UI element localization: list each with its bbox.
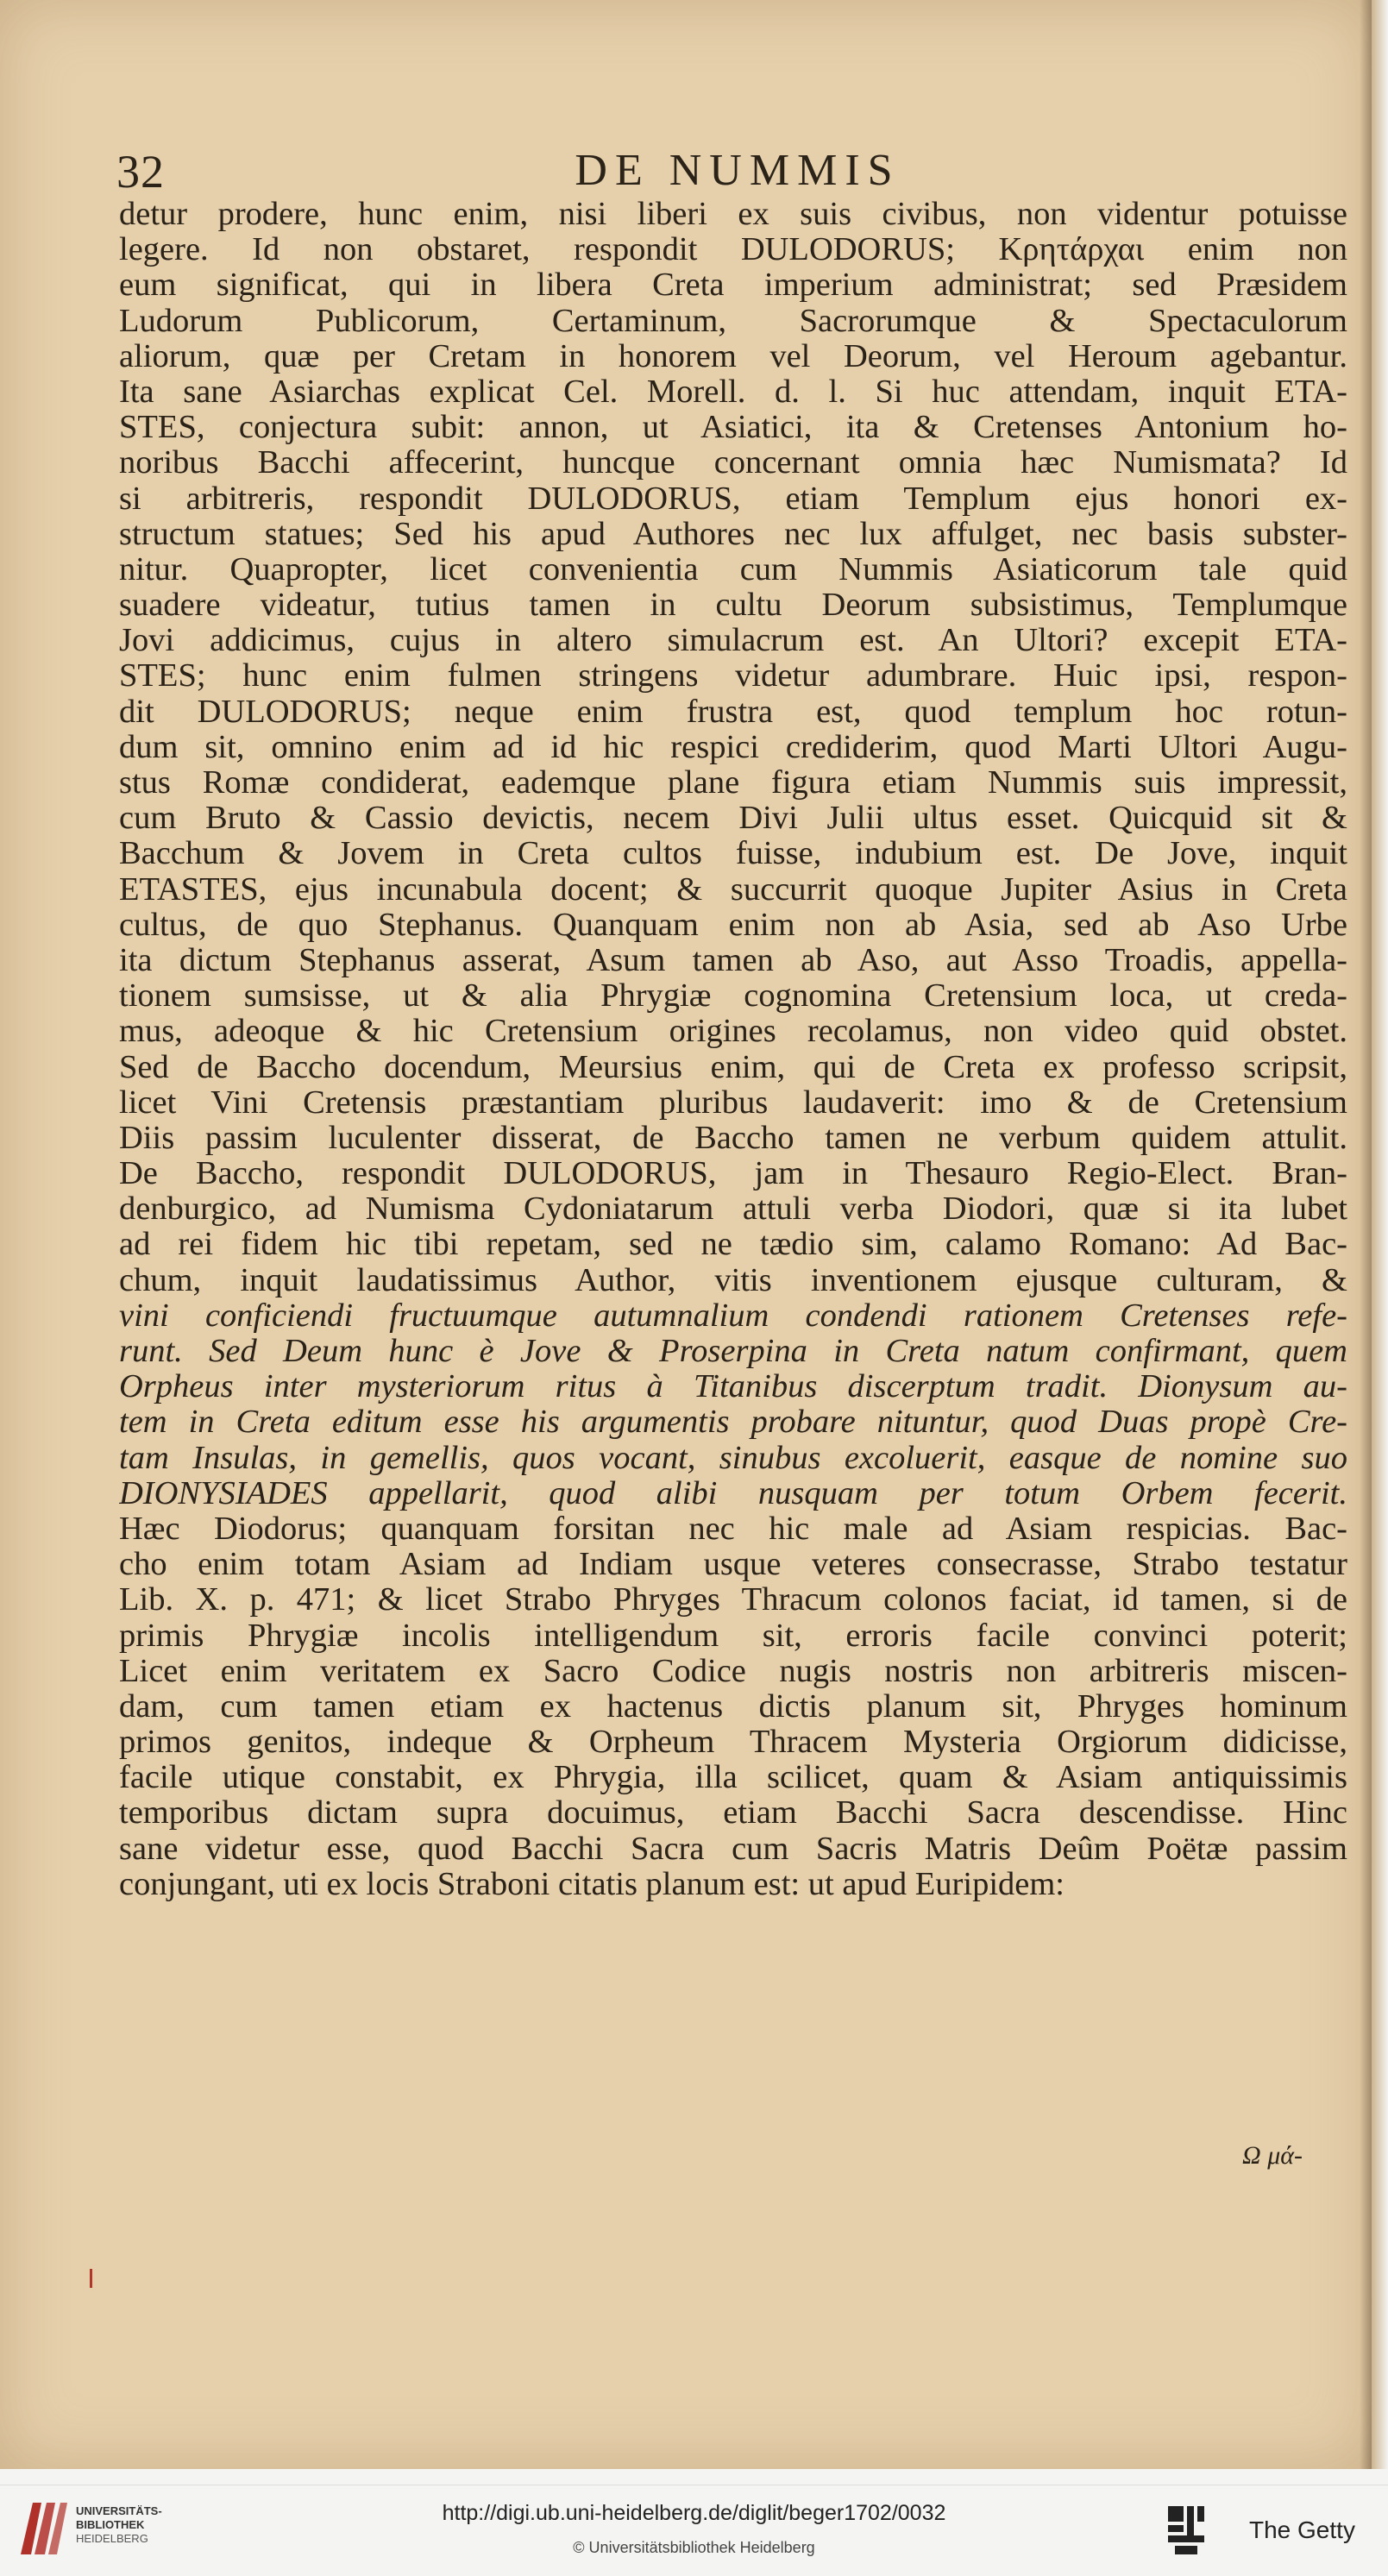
catchword: Ω μά- <box>1242 2141 1303 2170</box>
text-line: tionem sumsisse, ut & alia Phrygiæ cognomina Cretensium loca, ut creda- <box>119 978 1347 1015</box>
text-line: detur prodere, hunc enim, nisi liberi ex suis civibus, non videntur potuisse <box>119 197 1347 232</box>
text-line: Jovi addicimus, cujus in altero simulacrum est. An Ultori? excepit ETA- <box>119 623 1347 659</box>
text-line: temporibus dictam supra docuimus, etiam Bacchi Sacra descendisse. Hinc <box>119 1795 1347 1831</box>
text-line: aliorum, quæ per Cretam in honorem vel Deorum, vel Heroum agebantur. <box>119 338 1347 374</box>
text-line: si arbitreris, respondit DULODORUS, etiam Templum ejus honori ex- <box>119 481 1347 517</box>
text-line: tem in Creta editum esse his argumentis probare nituntur, quod Duas propè Cre- <box>119 1404 1347 1441</box>
copyright-notice: © Universitätsbibliothek Heidelberg <box>573 2539 815 2556</box>
text-line: tam Insulas, in gemellis, quos vocant, sinubus excoluerit, easque de nomine suo <box>119 1440 1347 1476</box>
running-head: DE NUMMIS <box>575 146 901 195</box>
page-edge <box>1372 0 1388 2469</box>
text-line: Ita sane Asiarchas explicat Cel. Morell. d. l. Si huc attendam, inquit ETA- <box>119 374 1347 410</box>
text-line: Hæc Diodorus; quanquam forsitan nec hic male ad Asiam respicias. Bac- <box>119 1511 1347 1547</box>
margin-mark <box>90 2269 92 2288</box>
text-line: legere. Id non obstaret, respondit DULODORUS; Κρητάρχαι enim non <box>119 232 1347 268</box>
footer-bar <box>0 2485 1388 2576</box>
text-line: De Baccho, respondit DULODORUS, jam in Thesauro Regio-Elect. Bran- <box>119 1156 1347 1192</box>
library-name-line3: HEIDELBERG <box>76 2532 148 2545</box>
text-line: dum sit, omnino enim ad id hic respici crediderim, quod Marti Ultori Augu- <box>119 729 1347 765</box>
text-line: vini conficiendi fructuumque autumnalium condendi rationem Cretenses refe- <box>119 1297 1347 1334</box>
text-line: cum Bruto & Cassio devictis, necem Divi Julii ultus esset. Quicquid sit & <box>119 801 1347 837</box>
text-line: cho enim totam Asiam ad Indiam usque veteres consecrasse, Strabo testatur <box>119 1547 1347 1583</box>
text-line: Licet enim veritatem ex Sacro Codice nugis nostris non arbitreris miscen- <box>119 1653 1347 1689</box>
text-line: structum statues; Sed his apud Authores nec lux affulget, nec basis subster- <box>119 516 1347 552</box>
text-line: Orpheus inter mysteriorum ritus à Titanibus discerptum tradit. Dionysum au- <box>119 1369 1347 1405</box>
text-line: primis Phrygiæ incolis intelligendum sit, erroris facile convinci poterit; <box>119 1618 1347 1654</box>
text-line: ita dictum Stephanus asserat, Asum tamen ab Aso, aut Asso Troadis, appella- <box>119 942 1347 978</box>
text-line: Diis passim luculenter disserat, de Baccho tamen ne verbum quidem attulit. <box>119 1120 1347 1156</box>
text-line: Sed de Baccho docendum, Meursius enim, qui de Creta ex professo scripsit, <box>119 1049 1347 1085</box>
text-line: Lib. X. p. 471; & licet Strabo Phryges Thracum colonos faciat, id tamen, si de <box>119 1582 1347 1618</box>
text-line: ETASTES, ejus incunabula docent; & succurrit quoque Jupiter Asius in Creta <box>119 871 1347 908</box>
text-line: dit DULODORUS; neque enim frustra est, quod templum hoc rotun- <box>119 694 1347 730</box>
text-line: primos genitos, indeque & Orpheum Thracem Mysteria Orgiorum didicisse, <box>119 1725 1347 1761</box>
text-line: denburgico, ad Numisma Cydoniatarum attuli verba Diodori, quæ si ita lubet <box>119 1191 1347 1228</box>
text-line: licet Vini Cretensis præstantiam pluribus laudaverit: imo & de Cretensium <box>119 1084 1347 1121</box>
text-line: DIONYSIADES appellarit, quod alibi nusquam per totum Orbem fecerit. <box>119 1475 1347 1511</box>
getty-name: The Getty <box>1249 2516 1355 2543</box>
text-line: suadere videatur, tutius tamen in cultu Deorum subsistimus, Templumque <box>119 587 1347 624</box>
text-line: STES, conjectura subit: annon, ut Asiatici, ita & Cretenses Antonium ho- <box>119 410 1347 446</box>
text-line: ad rei fidem hic tibi repetam, sed ne tædio sim, calamo Romano: Ad Bac- <box>119 1227 1347 1263</box>
page-number: 32 <box>116 146 165 198</box>
text-line: sane videtur esse, quod Bacchi Sacra cum Sacris Matris Deûm Poëtæ passim <box>119 1831 1347 1867</box>
text-line: chum, inquit laudatissimus Author, vitis inventionem ejusque culturam, & <box>119 1262 1347 1298</box>
permalink-url[interactable]: http://digi.ub.uni-heidelberg.de/diglit/beger1702/0032 <box>442 2501 946 2525</box>
text-line: STES; hunc enim fulmen stringens videtur adumbrare. Huic ipsi, respon- <box>119 658 1347 694</box>
library-name-line2: BIBLIOTHEK <box>76 2518 145 2531</box>
library-name-line1: UNIVERSITÄTS- <box>76 2504 162 2517</box>
text-line: eum significat, qui in libera Creta imperium administrat; sed Præsidem <box>119 267 1347 304</box>
text-line: Bacchum & Jovem in Creta cultos fuisse, indubium est. De Jove, inquit <box>119 836 1347 872</box>
text-line: facile utique constabit, ex Phrygia, illa scilicet, quam & Asiam antiquissimis <box>119 1760 1347 1796</box>
text-line: mus, adeoque & hic Cretensium origines recolamus, non video quid obstet. <box>119 1014 1347 1050</box>
body-text <box>119 197 1347 1902</box>
text-line: Ludorum Publicorum, Certaminum, Sacrorumque & Spectaculorum <box>119 303 1347 339</box>
getty-logo-icon <box>1166 2504 1206 2556</box>
text-line: noribus Bacchi affecerint, huncque concernant omnia hæc Numismata? Id <box>119 445 1347 481</box>
text-line: conjungant, uti ex locis Straboni citatis planum est: ut apud Euripidem: <box>119 1866 1065 1902</box>
text-line: runt. Sed Deum hunc è Jove & Proserpina in Creta natum confirmant, quem <box>119 1334 1347 1369</box>
text-line: dam, cum tamen etiam ex hactenus dictis planum sit, Phryges hominum <box>119 1688 1347 1725</box>
text-line: stus Romæ condiderat, eademque plane figura etiam Nummis suis impressit, <box>119 765 1347 801</box>
text-line: nitur. Quapropter, licet convenientia cum Nummis Asiaticorum tale quid <box>119 551 1347 587</box>
text-line: cultus, de quo Stephanus. Quanquam enim non ab Asia, sed ab Aso Urbe <box>119 907 1347 943</box>
